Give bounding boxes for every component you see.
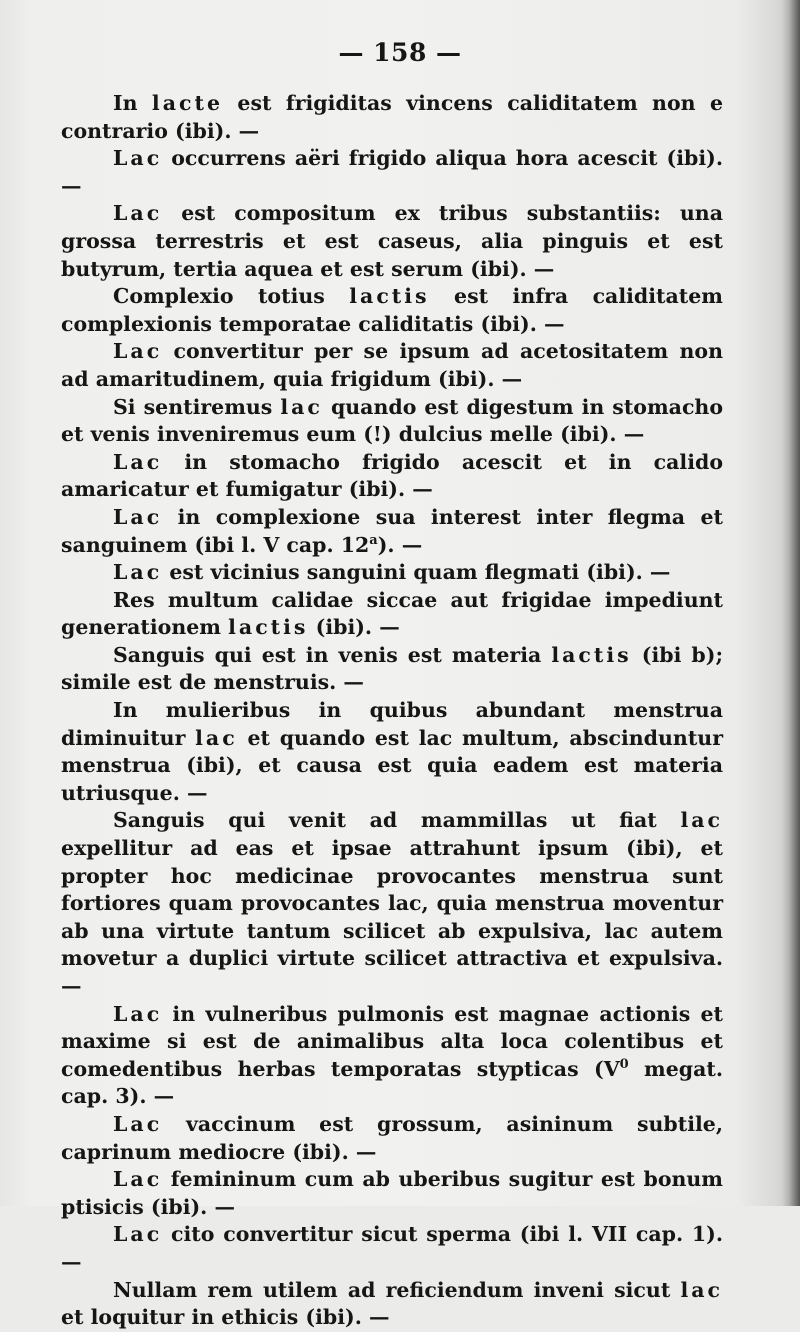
spaced-keyword: Lac <box>113 449 163 474</box>
text-segment: (ibi b); simile est de menstruis. — <box>61 642 724 695</box>
spaced-keyword: Lac <box>113 146 163 171</box>
paragraph <box>61 1221 723 1276</box>
text-segment: et loquitur in ethicis (ibi). — <box>61 1305 390 1330</box>
paragraph <box>61 90 723 145</box>
text-segment: in vulneribus pulmonis est magnae actionis et maxime si est de animalibus alta loca colentibus et comedentibus herbas temporatas stypticas (V <box>61 1001 723 1081</box>
paragraph <box>61 394 723 449</box>
spaced-keyword: Lac <box>113 1167 163 1192</box>
paragraph <box>61 200 723 283</box>
text-segment: megat. cap. 3). — <box>61 1056 723 1109</box>
paragraph <box>61 1277 723 1332</box>
paragraph <box>61 697 723 807</box>
spaced-keyword: lacte <box>151 91 223 115</box>
paragraph <box>61 587 723 642</box>
spaced-keyword: Lac <box>113 1222 163 1247</box>
spaced-keyword: lac <box>680 1277 723 1302</box>
text-segment: est vicinius sanguini quam flegmati (ibi). — <box>162 560 671 585</box>
text-segment: quando est digestum in stomacho et venis inveniremus eum (!) dulcius melle (ibi). — <box>61 394 724 447</box>
text-segment: ). — <box>377 532 423 557</box>
text-segment: occurrens aëri frigido aliqua hora acescit (ibi). — <box>61 146 723 198</box>
superscript: 0 <box>619 1056 629 1072</box>
superscript: a <box>369 532 378 548</box>
spaced-keyword: lac <box>680 808 723 833</box>
text-segment: Sanguis qui venit ad mammillas ut fiat <box>113 808 681 833</box>
paragraph <box>61 1111 723 1166</box>
paragraph <box>61 1001 723 1111</box>
text-segment: et quando est lac multum, abscinduntur menstrua (ibi), et causa est quia eadem est materia utriusque. — <box>61 725 723 805</box>
text-segment: Complexio totius <box>113 284 350 309</box>
text-segment: in stomacho frigido acescit et in calido amaricatur et fumigatur (ibi). — <box>61 449 723 502</box>
paragraph <box>61 449 723 504</box>
spaced-keyword: Lac <box>113 560 163 585</box>
paragraph <box>61 559 723 587</box>
paragraph <box>61 338 723 393</box>
text-segment: in complexione sua interest inter flegma et sanguinem (ibi l. V cap. 12 <box>61 504 723 557</box>
text-segment: est compositum ex tribus substantiis: una grossa terrestris et est caseus, alia pinguis et est butyrum, tertia aquea et est serum (ibi). — <box>61 201 723 281</box>
spaced-keyword: Lac <box>113 339 163 364</box>
spaced-keyword: Lac <box>113 1001 163 1026</box>
spaced-keyword: lac <box>280 394 323 419</box>
text-segment: Res multum calidae siccae aut frigidae impediunt generationem <box>61 587 723 640</box>
spaced-keyword: Lac <box>113 201 163 226</box>
text-segment: convertitur per se ipsum ad acetositatem non ad amaritudinem, quia frigidum (ibi). — <box>61 339 723 391</box>
spaced-keyword: lac <box>195 725 238 750</box>
text-segment: Sanguis qui est in venis est materia <box>113 642 552 667</box>
text-segment: Nullam rem utilem ad reficiendum inveni sicut <box>113 1277 681 1302</box>
text-segment: est frigiditas vincens caliditatem non e contrario (ibi). — <box>61 91 723 143</box>
spaced-keyword: lactis <box>551 642 632 667</box>
text-segment: femininum cum ab uberibus sugitur est bonum ptisicis (ibi). — <box>61 1167 723 1219</box>
paragraph <box>61 642 723 697</box>
paragraph <box>61 807 723 1000</box>
paragraph <box>61 283 723 338</box>
page-number: — 158 — <box>338 38 462 67</box>
text-segment: Si sentiremus <box>113 394 281 419</box>
text-segment: (ibi). — <box>308 615 400 640</box>
spaced-keyword: lactis <box>228 615 309 640</box>
text-segment: In <box>113 91 152 115</box>
page-spine-shadow <box>782 0 800 1206</box>
paragraph <box>61 145 723 200</box>
body-text <box>61 90 723 1332</box>
text-segment: In mulieribus in quibus abundant menstrua diminuitur <box>61 698 723 750</box>
text-segment: expellitur ad eas et ipsae attrahunt ipsum (ibi), et propter hoc medicinae provocantes menstrua sunt fortiores quam provocantes lac, quia menstrua moventur ab una virtute tantum scilicet ab expulsiva, lac autem movetur a duplici virtute scilicet attractiva et expulsiva. — <box>61 836 723 998</box>
paragraph <box>61 504 723 559</box>
spaced-keyword: Lac <box>113 504 163 529</box>
text-segment: cito convertitur sicut sperma (ibi l. VII cap. 1). — <box>61 1222 723 1274</box>
spaced-keyword: lactis <box>349 284 430 309</box>
paragraph <box>61 1166 723 1221</box>
text-segment: est infra caliditatem complexionis temporatae caliditatis (ibi). — <box>61 284 723 336</box>
spaced-keyword: Lac <box>113 1111 163 1136</box>
text-segment: vaccinum est grossum, asininum subtile, caprinum mediocre (ibi). — <box>61 1111 723 1164</box>
